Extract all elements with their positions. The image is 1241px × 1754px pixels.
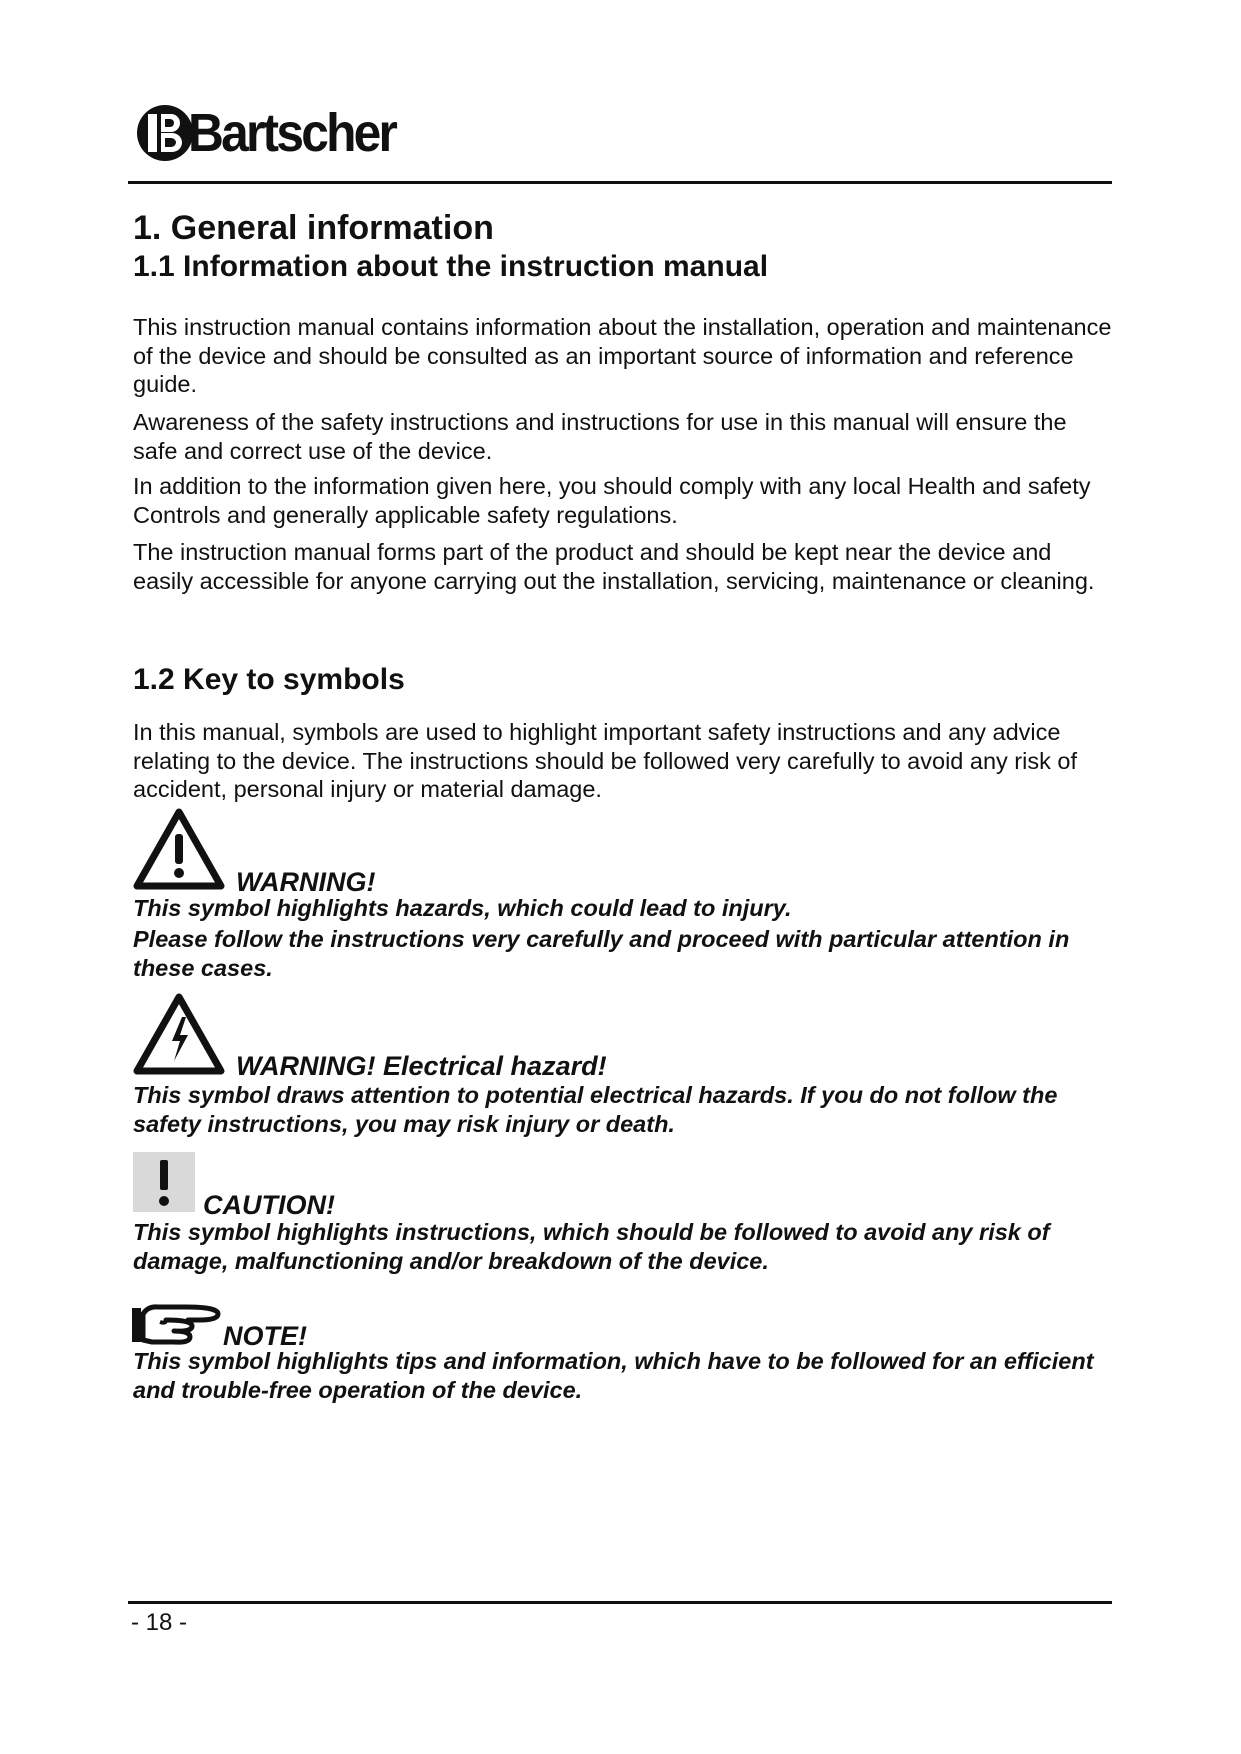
paragraph: Awareness of the safety instructions and instructions for use in this manual will ensure the safe and correct use of the device.	[133, 409, 1067, 464]
section-title: 1. General information	[133, 209, 494, 247]
page-number: - 18 -	[131, 1609, 188, 1636]
brand-logo	[134, 100, 413, 166]
paragraph: In addition to the information given here, you should comply with any local Health and safety Controls and generally applicable safety regulations.	[133, 473, 1091, 528]
footer-divider	[128, 1601, 1112, 1604]
brand-name: Bartscher	[188, 103, 396, 163]
caution-exclamation-icon	[133, 1152, 195, 1212]
symbols-intro: In this manual, symbols are used to highlight important safety instructions and any advice relating to the device. The instructions should be followed very carefully to avoid any risk of accident, personal injury or material damage.	[133, 719, 1077, 802]
electrical-hazard-icon	[133, 993, 225, 1075]
paragraph: The instruction manual forms part of the product and should be kept near the device and easily accessible for anyone carrying out the installation, servicing, maintenance or cleaning.	[133, 539, 1095, 594]
header-divider	[128, 181, 1112, 184]
warning-description: This symbol highlights hazards, which could lead to injury.	[133, 895, 792, 921]
paragraph: This instruction manual contains information about the installation, operation and maintenance of the device and should be consulted as an important source of information and reference guide.	[133, 314, 1112, 397]
subsection-title-manual-info: 1.1 Information about the instruction manual	[133, 250, 769, 283]
warning-description: Please follow the instructions very carefully and proceed with particular attention in these cases.	[133, 926, 1070, 981]
warning-triangle-icon	[133, 808, 225, 890]
caution-title: CAUTION!	[203, 1190, 335, 1220]
note-description: This symbol highlights tips and information, which have to be followed for an efficient and trouble-free operation of the device.	[133, 1348, 1094, 1403]
caution-description: This symbol highlights instructions, which should be followed to avoid any risk of damage, malfunctioning and/or breakdown of the device.	[133, 1219, 1050, 1274]
pointing-hand-icon	[130, 1298, 222, 1350]
electrical-hazard-title: WARNING! Electrical hazard!	[236, 1051, 607, 1081]
electrical-hazard-description: This symbol draws attention to potential electrical hazards. If you do not follow the safety instructions, you may risk injury or death.	[133, 1082, 1058, 1137]
bartscher-b-logo-icon	[134, 100, 196, 166]
warning-title: WARNING!	[236, 867, 376, 897]
note-title: NOTE!	[223, 1321, 307, 1351]
subsection-title-key-to-symbols: 1.2 Key to symbols	[133, 663, 405, 696]
